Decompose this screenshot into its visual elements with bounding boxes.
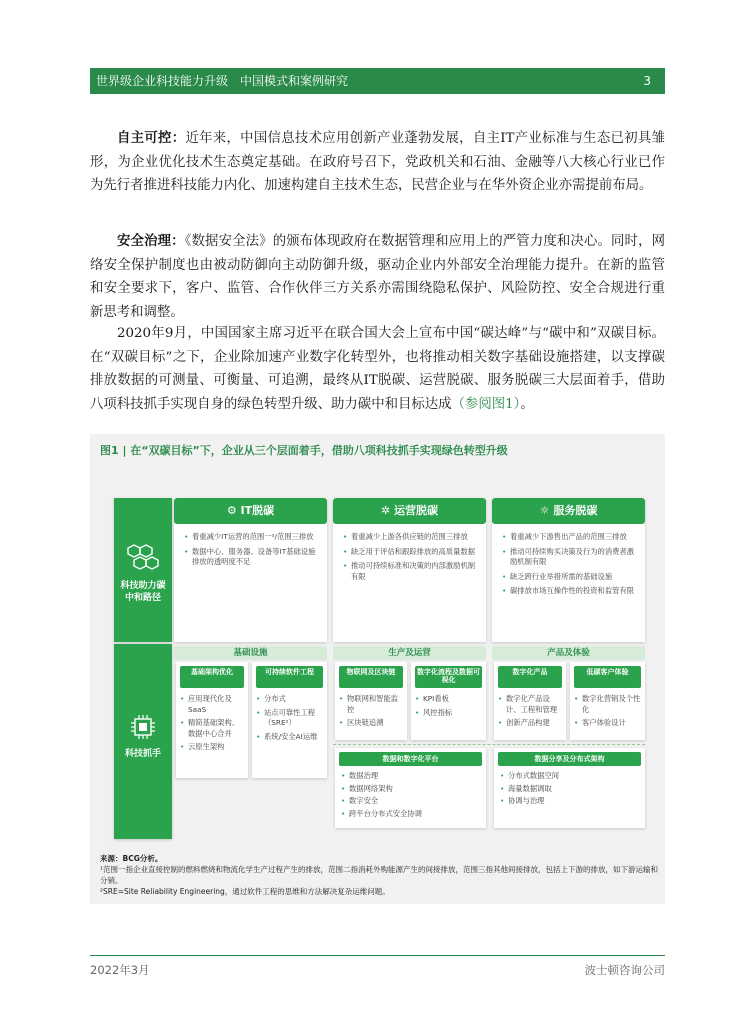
paragraph-text: 2020年9月，中国国家主席习近平在联合国大会上宣布中国“碳达峰”与“碳中和”双碳目标。在“双碳目标”之下，企业除加速产业数字化转型外，也将推动相关数字基础设施搭建，以支撑碳排放数据的可测量、可衡量、可追溯，最终从IT脱碳、运营脱碳、服务脱碳三大层面着手，借助八项科技抓手实现自身的绿色转型升级、助力碳中和目标达成 bbox=[90, 326, 665, 412]
list-item: • 数据中心、服务器、设备等IT基础设施排放的透明度不足 bbox=[184, 547, 320, 568]
service-decarbon-list bbox=[502, 532, 638, 597]
list-item: • KPI看板 bbox=[415, 694, 483, 705]
list-item: • 分布式数据空间 bbox=[500, 770, 640, 783]
list-item: • 缺乏跨行业举措所需的基础设施 bbox=[502, 572, 638, 583]
infra-optimize-list bbox=[180, 694, 246, 753]
iot-blockchain-list bbox=[339, 694, 405, 729]
list-item: • 客户体验设计 bbox=[574, 718, 642, 729]
iot-blockchain-card bbox=[335, 662, 407, 740]
list-item: • 应用现代化及SaaS bbox=[180, 694, 246, 715]
footer-divider bbox=[90, 955, 665, 956]
list-item: • 跨平台分布式安全协调 bbox=[341, 808, 481, 821]
column-title: 运营脱碳 bbox=[394, 504, 439, 517]
list-item: • 数字安全 bbox=[341, 795, 481, 808]
infra-optimize-card bbox=[176, 662, 248, 778]
left-label-levers-box bbox=[114, 644, 172, 839]
list-item: • 系统/安全AI运维 bbox=[256, 732, 324, 743]
footer-company: 波士顿咨询公司 bbox=[584, 963, 665, 977]
source-note: 来源：BCG分析。 bbox=[100, 854, 163, 863]
figure-title: 图1 | 在“双碳目标”下，企业从三个层面着手，借助八项科技抓手实现绿色转型升级 bbox=[100, 444, 508, 457]
sustainable-software-card bbox=[252, 662, 327, 778]
digital-process-list bbox=[415, 694, 483, 718]
digital-product-header: 数字化产品 bbox=[498, 666, 562, 688]
list-item: • 推动可持续标准和决策的内部激励机制有限 bbox=[343, 561, 479, 582]
infrastructure-header: 基础设施 bbox=[174, 646, 327, 660]
column-title: IT脱碳 bbox=[240, 504, 275, 517]
paragraph-text: 近年来，中国信息技术应用创新产业蓬勃发展，自主IT产业标准与生态已初具雏形，为企业优化技术生态奠定基础。在政府号召下，党政机关和石油、金融等八大核心行业已作为先行者推进科技能力内化、加速构建自主技术生态，民营企业与在华外资企业亦需提前布局。 bbox=[90, 131, 666, 193]
list-item: • 海量数据调取 bbox=[500, 783, 640, 796]
list-item: • 数字化营销及个性化 bbox=[574, 694, 642, 715]
sustainable-software-list bbox=[256, 694, 324, 742]
list-item: • 数据网络架构 bbox=[341, 783, 481, 796]
chip-icon bbox=[128, 712, 158, 742]
list-item: • 着重减少上游各供应链的范围三排放 bbox=[343, 532, 479, 543]
low-carbon-cx-header: 低碳客户体验 bbox=[574, 666, 641, 688]
ops-decarbon-list bbox=[343, 532, 479, 582]
page-number: 3 bbox=[643, 74, 651, 88]
paragraph-carbon bbox=[90, 322, 665, 416]
low-carbon-cx-card bbox=[570, 662, 645, 740]
left-label-path-box bbox=[114, 498, 172, 642]
list-item: • 缺乏用于评估和跟踪排放的高质量数据 bbox=[343, 547, 479, 558]
data-sharing-header: 数据分享及分布式架构 bbox=[498, 752, 641, 766]
left-bottom-label: 科技抓手 bbox=[124, 749, 161, 759]
data-sharing-card bbox=[494, 748, 645, 828]
service-decarbon-card bbox=[492, 498, 645, 642]
footer-date: 2022年3月 bbox=[90, 963, 150, 977]
header-bar bbox=[90, 68, 665, 94]
paragraph-autonomy bbox=[90, 127, 665, 198]
data-platform-list bbox=[341, 770, 481, 820]
ops-decarbon-header bbox=[333, 498, 486, 524]
paragraph-text: 《数据安全法》的颁布体现政府在数据管理和应用上的严管力度和决心。同时，网络安全保护制度也由被动防御向主动防御升级，驱动企业内外部安全治理能力提升。在新的监管和安全要求下，客户、监管、合作伙伴三方关系亦需围绕隐私保护、风险防控、安全合规进行重新思考和调整。 bbox=[90, 234, 665, 320]
list-item: • 区块链追溯 bbox=[339, 718, 405, 729]
lightbulb-icon: ☼ bbox=[539, 504, 554, 517]
list-item: • 推动可持续购买决策及行为的消费者激励机制有限 bbox=[502, 547, 638, 568]
list-item: • 数字化产品设计、工程和管理 bbox=[498, 694, 564, 715]
list-item: • 着重减少下游售出产品的范围三排放 bbox=[502, 532, 638, 543]
list-item: • 创新产品构建 bbox=[498, 718, 564, 729]
list-item: • 数据治理 bbox=[341, 770, 481, 783]
figure-1 bbox=[90, 434, 665, 904]
ops-decarbon-card bbox=[333, 498, 486, 642]
digital-process-header: 数字化流程及数据可视化 bbox=[415, 666, 482, 688]
low-carbon-cx-list bbox=[574, 694, 642, 729]
dashed-divider bbox=[333, 744, 645, 745]
network-icon: ✲ bbox=[380, 504, 395, 517]
list-item: • 协调与治理 bbox=[500, 795, 640, 808]
data-platform-header: 数据和数字化平台 bbox=[339, 752, 482, 766]
sustainable-software-header: 可持续软件工程 bbox=[256, 666, 323, 688]
list-item: • 物联网和智能监控 bbox=[339, 694, 405, 715]
header-title: 世界级企业科技能力升级 中国模式和案例研究 bbox=[96, 74, 349, 88]
service-decarbon-header bbox=[492, 498, 645, 524]
digital-process-card bbox=[411, 662, 486, 740]
it-decarbon-card bbox=[174, 498, 327, 642]
product-header: 产品及体验 bbox=[492, 646, 645, 660]
footnote-1: ¹范围一指企业直接控制的燃料燃烧和物流化学生产过程产生的排放，范围二指消耗外购能源产生的间接排放，范围三指其他间接排放，包括上下游的排放，如下游运输和分销。 bbox=[100, 865, 659, 885]
paragraph-tail: 。 bbox=[520, 396, 534, 412]
iot-blockchain-header: 物联网及区块链 bbox=[339, 666, 403, 688]
list-item: • 精简基础架构、数据中心合并 bbox=[180, 718, 246, 739]
list-item: • 云原生架构 bbox=[180, 742, 246, 753]
left-top-label: 科技助力碳中和路径 bbox=[120, 581, 166, 603]
digital-product-list bbox=[498, 694, 564, 729]
data-platform-card bbox=[335, 748, 486, 828]
list-item: • 风控指标 bbox=[415, 708, 483, 719]
digital-product-card bbox=[494, 662, 566, 740]
infra-optimize-header: 基础架构优化 bbox=[180, 666, 244, 688]
paragraph-lead: 自主可控： bbox=[117, 130, 186, 146]
it-decarbon-list bbox=[184, 532, 320, 568]
footnote-2: ²SRE=Site Reliability Engineering，通过软件工程的思维和方法解决复杂运维问题。 bbox=[100, 887, 390, 896]
gear-icon: ⚙ bbox=[226, 504, 241, 517]
list-item: • 着重减少IT运营的范围一²/范围三排放 bbox=[184, 532, 320, 543]
figure-notes bbox=[100, 853, 660, 897]
production-header: 生产及运营 bbox=[333, 646, 486, 660]
hexagon-molecule-icon bbox=[125, 542, 161, 572]
data-sharing-list bbox=[500, 770, 640, 808]
column-title: 服务脱碳 bbox=[553, 504, 598, 517]
list-item: • 碳排放市场互操作性的投资和监管有限 bbox=[502, 586, 638, 597]
paragraph-lead: 安全治理： bbox=[117, 233, 185, 249]
list-item: • 分布式 bbox=[256, 694, 324, 705]
figure-reference-link[interactable]: （参阅图1） bbox=[451, 396, 521, 412]
paragraph-security bbox=[90, 230, 665, 324]
it-decarbon-header bbox=[174, 498, 327, 524]
list-item: • 站点可靠性工程（SRE²） bbox=[256, 708, 324, 729]
